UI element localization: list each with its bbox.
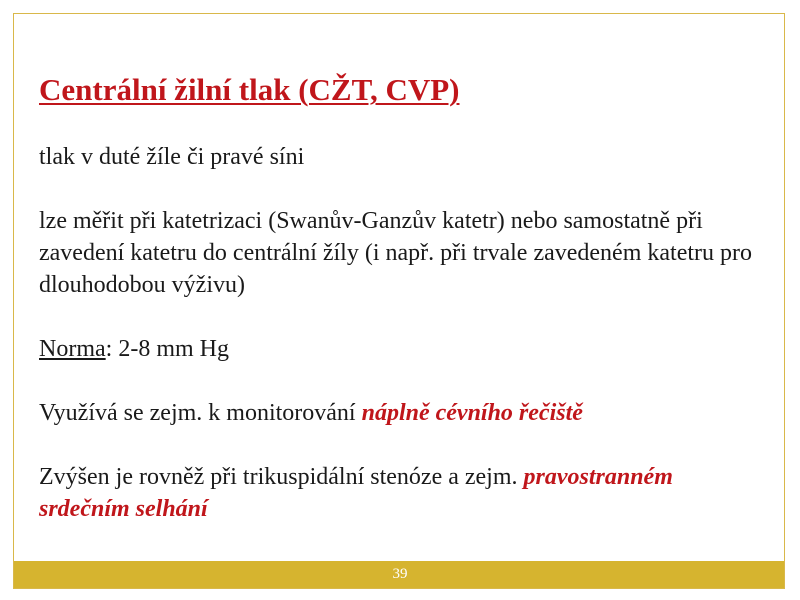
paragraph-elevation [39, 461, 764, 525]
page-number: 39 [392, 566, 408, 582]
paragraph-norm [39, 333, 764, 365]
elevation-text: Zvýšen je rovněž při trikuspidální stenóze a zejm. [39, 464, 524, 490]
footer-bar [14, 561, 784, 588]
slide-title: Centrální žilní tlak (CŽT, CVP) [39, 72, 460, 107]
norm-value: : 2-8 mm Hg [105, 336, 229, 362]
paragraph-definition: tlak v duté žíle či pravé síni [39, 144, 305, 170]
slide [13, 13, 785, 589]
elevation-emphasis: pravostranném srdečním selhání [39, 464, 673, 522]
paragraph-measurement: lze měřit při katetrizaci (Swanův-Ganzův katetr) nebo samostatně při zavedení katetru do centrální žíly (i např. při trvale zavedeném katetru pro dlouhodobou výživu) [39, 208, 753, 298]
slide-content [39, 70, 764, 557]
paragraph-usage [39, 397, 764, 429]
norm-label: Norma [39, 336, 106, 362]
usage-text: Využívá se zejm. k monitorování [39, 400, 362, 426]
usage-emphasis: náplně cévního řečiště [361, 400, 583, 426]
